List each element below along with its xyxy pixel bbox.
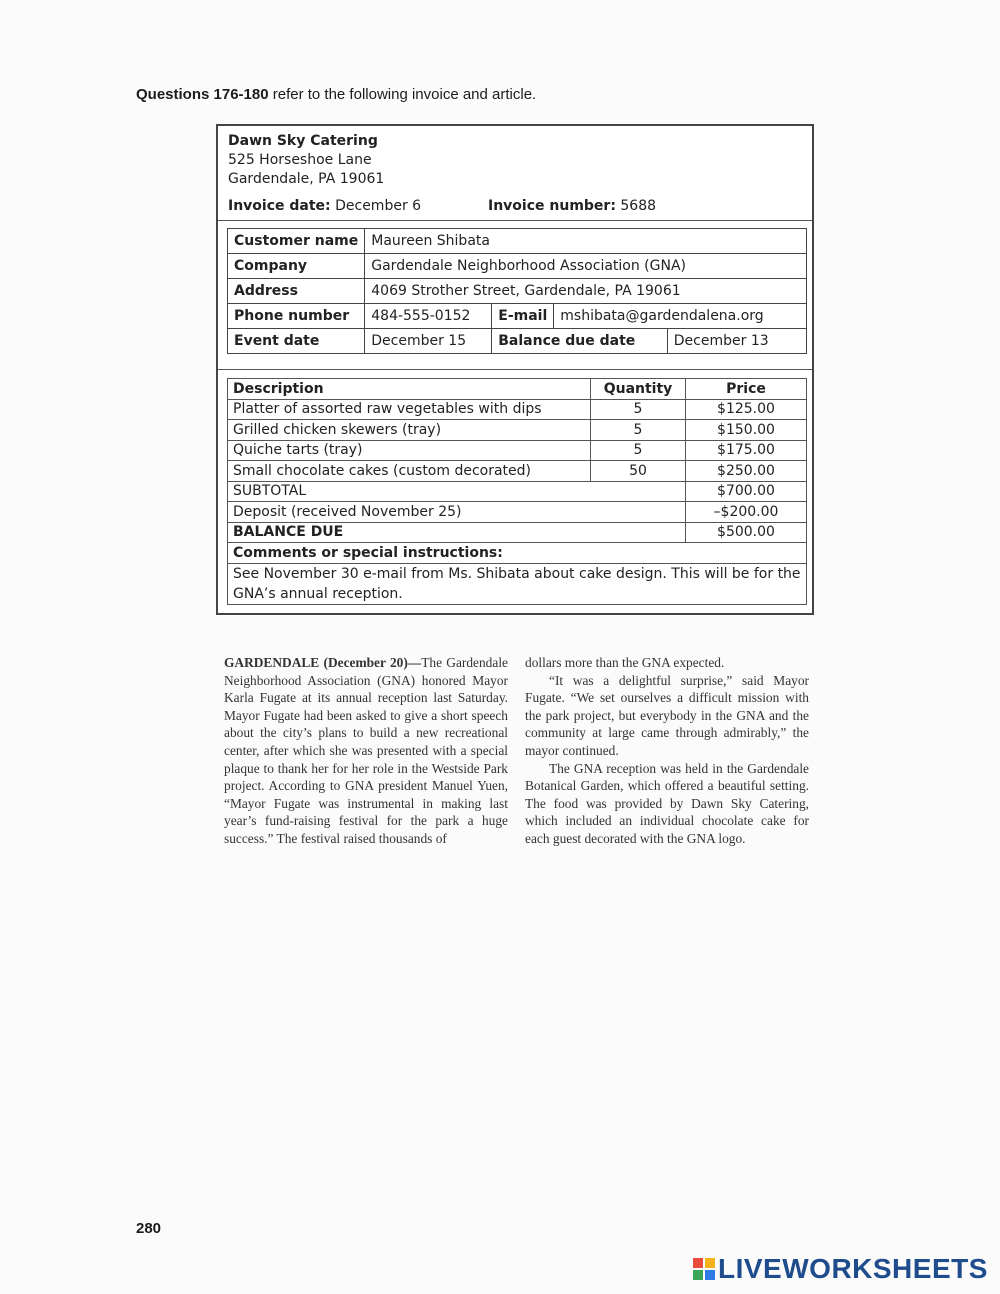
- event-date-label: Event date: [228, 329, 365, 354]
- article-p1-continued: dollars more than the GNA expected.: [525, 655, 725, 670]
- question-range: Questions 176-180: [136, 86, 269, 103]
- invoice-date-value: December 6: [330, 198, 422, 214]
- balance-due-row: [228, 522, 807, 543]
- page-number: 280: [136, 1220, 162, 1237]
- item-description: Grilled chicken skewers (tray): [228, 420, 591, 441]
- phone-value: 484-555-0152: [365, 304, 492, 329]
- customer-name-label: Customer name: [228, 229, 365, 254]
- divider: [218, 220, 812, 221]
- intro-text: refer to the following invoice and article.: [268, 86, 537, 103]
- company-value: Gardendale Neighborhood Association (GNA): [365, 254, 807, 279]
- quantity-header: Quantity: [591, 379, 686, 400]
- table-row: [228, 420, 807, 441]
- subtotal-value: $700.00: [686, 481, 807, 502]
- vendor-street: 525 Horseshoe Lane: [228, 152, 372, 168]
- invoice-number-label: Invoice number:: [488, 198, 616, 214]
- article-column-1: [224, 654, 508, 848]
- invoice-number-value: 5688: [615, 198, 657, 214]
- event-date-value: December 15: [365, 329, 492, 354]
- intro-line: [136, 86, 536, 103]
- article-p3: The GNA reception was held in the Gardendale Botanical Garden, which offered a beautiful setting. The food was provided by Dawn Sky Catering, which included an individual chocolate cake for each guest decorated with the GNA logo.: [525, 760, 809, 846]
- item-price: $175.00: [686, 440, 807, 461]
- balance-due-date-label: Balance due date: [492, 329, 668, 354]
- invoice-number: [488, 198, 656, 214]
- customer-row: [228, 329, 807, 354]
- article-column-2: [525, 654, 809, 848]
- balance-due-value: $500.00: [686, 522, 807, 543]
- items-header-row: [228, 379, 807, 400]
- table-row: [228, 461, 807, 482]
- description-header: Description: [228, 379, 591, 400]
- company-label: Company: [228, 254, 365, 279]
- liveworksheets-text: LIVEWORKSHEETS: [718, 1253, 988, 1284]
- customer-row: [228, 254, 807, 279]
- deposit-value: –$200.00: [686, 502, 807, 523]
- subtotal-row: [228, 481, 807, 502]
- address-label: Address: [228, 279, 365, 304]
- customer-table: [227, 228, 807, 354]
- article-p1: The Gardendale Neighborhood Association (GNA) honored Mayor Karla Fugate at its annual reception last Saturday. Mayor Fugate had been asked to give a short speech about the city’s plans to build a new recreational center, after which she was presented with a special plaque to thank her for her role in the Westside Park project. According to GNA president Manuel Yuen, “Mayor Fugate was instrumental in making last year’s fund-raising festival for the park a huge success.” The festival raised thousands of: [224, 655, 508, 846]
- customer-name-value: Maureen Shibata: [365, 229, 807, 254]
- invoice: [216, 124, 814, 615]
- address-value: 4069 Strother Street, Gardendale, PA 19061: [365, 279, 807, 304]
- item-description: Small chocolate cakes (custom decorated): [228, 461, 591, 482]
- price-header: Price: [686, 379, 807, 400]
- item-price: $125.00: [686, 399, 807, 420]
- invoice-date: [228, 198, 421, 214]
- vendor-block: [228, 132, 384, 189]
- balance-due-label: BALANCE DUE: [228, 522, 686, 543]
- item-quantity: 5: [591, 420, 686, 441]
- vendor-name: Dawn Sky Catering: [228, 133, 378, 149]
- table-row: [228, 440, 807, 461]
- article-p2: “It was a delightful surprise,” said Mayor Fugate. “We set ourselves a difficult mission with the park project, but everybody in the GNA and the community at large came through admirably,” the mayor continued.: [525, 672, 809, 758]
- table-row: [228, 399, 807, 420]
- deposit-label: Deposit (received November 25): [228, 502, 686, 523]
- item-description: Platter of assorted raw vegetables with dips: [228, 399, 591, 420]
- phone-label: Phone number: [228, 304, 365, 329]
- balance-due-date-value: December 13: [667, 329, 806, 354]
- comments-text: See November 30 e-mail from Ms. Shibata about cake design. This will be for the GNA’s annual reception.: [228, 563, 807, 604]
- comments-label-row: [228, 543, 807, 564]
- invoice-date-label: Invoice date:: [228, 198, 331, 214]
- item-description: Quiche tarts (tray): [228, 440, 591, 461]
- deposit-row: [228, 502, 807, 523]
- item-quantity: 50: [591, 461, 686, 482]
- customer-row: [228, 229, 807, 254]
- email-label: E-mail: [492, 304, 554, 329]
- vendor-city: Gardendale, PA 19061: [228, 171, 385, 187]
- item-price: $250.00: [686, 461, 807, 482]
- liveworksheets-logo-icon: [693, 1258, 715, 1280]
- article-dateline: GARDENDALE (December 20)—: [224, 655, 422, 670]
- subtotal-label: SUBTOTAL: [228, 481, 686, 502]
- item-price: $150.00: [686, 420, 807, 441]
- customer-row: [228, 279, 807, 304]
- comments-row: [228, 563, 807, 604]
- item-quantity: 5: [591, 399, 686, 420]
- divider: [218, 369, 812, 370]
- items-table: [227, 378, 807, 605]
- customer-row: [228, 304, 807, 329]
- article-paragraph: [224, 654, 508, 848]
- invoice-meta: [228, 198, 657, 214]
- email-value: mshibata@gardendalena.org: [554, 304, 807, 329]
- item-quantity: 5: [591, 440, 686, 461]
- liveworksheets-watermark: [693, 1253, 988, 1285]
- comments-label: Comments or special instructions:: [228, 543, 807, 564]
